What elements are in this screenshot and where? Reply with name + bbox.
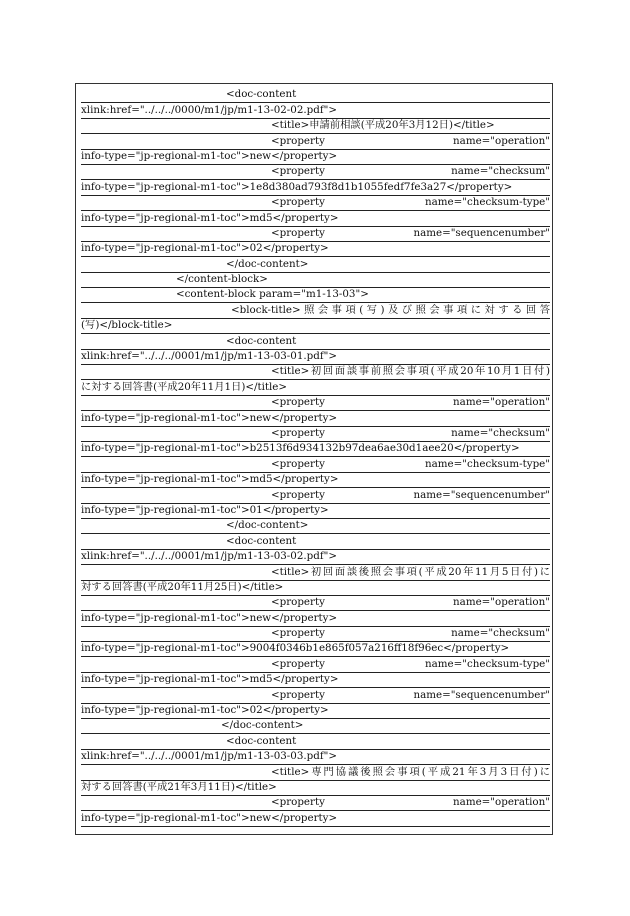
text-line <box>81 165 550 180</box>
text-line <box>81 319 550 334</box>
text-line <box>81 88 550 103</box>
line-text: <doc-content <box>226 534 297 547</box>
line-text: <content-block param="m1-13-03"> <box>176 288 369 301</box>
text-line <box>81 504 550 519</box>
text-line <box>81 273 550 288</box>
line-text: <title>初回面談事前照会事項(平成20年10月1日付) <box>271 365 550 378</box>
text-line <box>81 642 550 657</box>
text-line <box>81 427 550 442</box>
line-text: info-type="jp-regional-m1-toc">new</property> <box>81 149 338 162</box>
line-text: に対する回答書(平成20年11月1日)</title> <box>81 380 288 393</box>
line-text: <block-title>照会事項(写)及び照会事項に対する回答 <box>231 303 550 316</box>
text-line <box>81 596 550 611</box>
text-line <box>81 242 550 257</box>
text-line <box>81 119 550 134</box>
line-text: <doc-content <box>226 88 297 101</box>
line-text: </doc-content> <box>221 719 304 732</box>
line-text: <property name="checksum" <box>271 426 550 439</box>
line-text: xlink:href="../../../0001/m1/jp/m1-13-03-03.pdf"> <box>81 750 338 763</box>
text-line <box>81 103 550 118</box>
text-line <box>81 196 550 211</box>
text-line <box>81 257 550 272</box>
line-text: <title>申請前相談(平成20年3月12日)</title> <box>271 119 495 132</box>
line-text: <doc-content <box>226 734 297 747</box>
text-line <box>81 488 550 503</box>
text-line <box>81 227 550 242</box>
line-text: info-type="jp-regional-m1-toc">1e8d380ad793f8d1b1055fedf7fe3a27</property> <box>81 180 513 193</box>
text-line <box>81 134 550 149</box>
line-text: 対する回答書(平成20年11月25日)</title> <box>81 580 284 593</box>
text-line <box>81 734 550 749</box>
line-text: <property name="checksum-type" <box>271 657 550 670</box>
line-text: <property name="sequencenumber" <box>271 688 550 701</box>
text-line <box>81 719 550 734</box>
line-text: info-type="jp-regional-m1-toc">md5</property> <box>81 211 339 224</box>
xml-listing <box>81 88 550 827</box>
line-text: (写)</block-title> <box>81 319 173 332</box>
line-text: info-type="jp-regional-m1-toc">02</property> <box>81 242 329 255</box>
line-text: info-type="jp-regional-m1-toc">9004f0346b1e865f057a216ff18f96ec</property> <box>81 642 510 655</box>
text-line <box>81 657 550 672</box>
line-text: info-type="jp-regional-m1-toc">new</property> <box>81 811 338 824</box>
line-text: <property name="sequencenumber" <box>271 226 550 239</box>
text-line <box>81 611 550 626</box>
text-line <box>81 473 550 488</box>
text-line <box>81 796 550 811</box>
text-line <box>81 457 550 472</box>
text-line <box>81 673 550 688</box>
line-text: <property name="operation" <box>271 796 550 809</box>
line-text: <property name="operation" <box>271 396 550 409</box>
text-line <box>81 550 550 565</box>
line-text: info-type="jp-regional-m1-toc">02</property> <box>81 704 329 717</box>
text-line <box>81 288 550 303</box>
text-line <box>81 627 550 642</box>
text-line <box>81 442 550 457</box>
text-line <box>81 396 550 411</box>
line-text: info-type="jp-regional-m1-toc">b2513f6d934132b97dea6ae30d1aee20</property> <box>81 442 520 455</box>
text-line <box>81 581 550 596</box>
line-text: 対する回答書(平成21年3月11日)</title> <box>81 780 277 793</box>
text-line <box>81 565 550 580</box>
text-line <box>81 765 550 780</box>
line-text: <property name="sequencenumber" <box>271 488 550 501</box>
line-text: <title>専門協議後照会事項(平成21年3月3日付)に <box>271 765 550 778</box>
text-line <box>81 688 550 703</box>
line-text: </content-block> <box>176 273 268 286</box>
line-text: info-type="jp-regional-m1-toc">01</property> <box>81 503 329 516</box>
line-text: xlink:href="../../../0001/m1/jp/m1-13-03-02.pdf"> <box>81 550 338 563</box>
line-text: <property name="operation" <box>271 596 550 609</box>
text-line <box>81 211 550 226</box>
line-text: info-type="jp-regional-m1-toc">md5</property> <box>81 673 339 686</box>
text-line <box>81 534 550 549</box>
line-text: xlink:href="../../../0001/m1/jp/m1-13-03-01.pdf"> <box>81 350 338 363</box>
line-text: <property name="checksum" <box>271 627 550 640</box>
text-line <box>81 365 550 380</box>
text-line <box>81 180 550 195</box>
line-text: <property name="checksum" <box>271 165 550 178</box>
line-text: <title>初回面談後照会事項(平成20年11月5日付)に <box>271 565 550 578</box>
text-line <box>81 704 550 719</box>
line-text: <property name="operation" <box>271 134 550 147</box>
line-text: xlink:href="../../../0000/m1/jp/m1-13-02-02.pdf"> <box>81 103 338 116</box>
text-line <box>81 350 550 365</box>
text-line <box>81 411 550 426</box>
line-text: </doc-content> <box>226 257 309 270</box>
text-line <box>81 334 550 349</box>
text-line <box>81 750 550 765</box>
line-text: info-type="jp-regional-m1-toc">new</property> <box>81 411 338 424</box>
text-line <box>81 150 550 165</box>
line-text: <property name="checksum-type" <box>271 196 550 209</box>
line-text: info-type="jp-regional-m1-toc">md5</property> <box>81 473 339 486</box>
line-text: <property name="checksum-type" <box>271 457 550 470</box>
text-line <box>81 811 550 826</box>
text-line <box>81 380 550 395</box>
line-text: <doc-content <box>226 334 297 347</box>
text-line <box>81 303 550 318</box>
text-line <box>81 519 550 534</box>
line-text: info-type="jp-regional-m1-toc">new</property> <box>81 611 338 624</box>
text-line <box>81 781 550 796</box>
line-text: </doc-content> <box>226 519 309 532</box>
